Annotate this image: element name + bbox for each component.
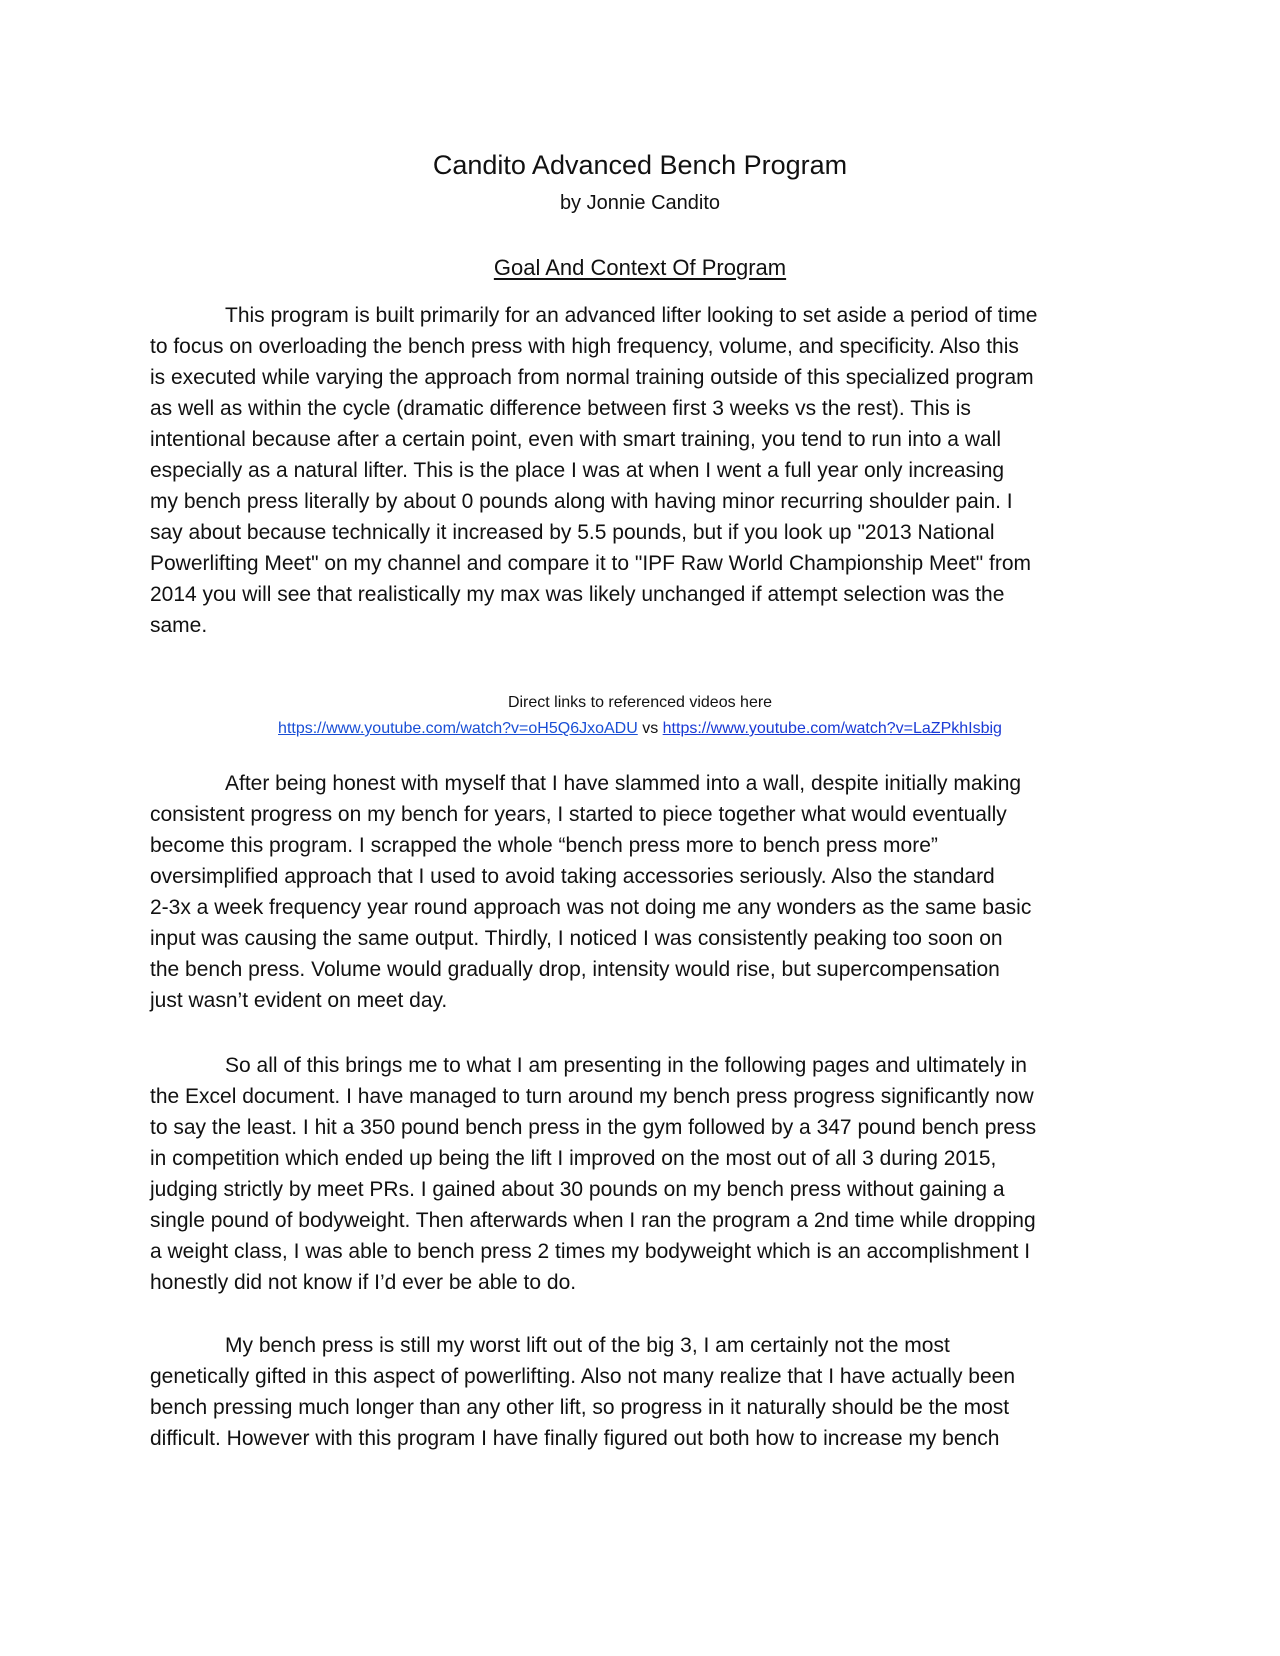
paragraph-line: say about because technically it increased by 5.5 pounds, but if you look up "2013 National [150,521,995,544]
paragraph-line: This program is built primarily for an advanced lifter looking to set aside a period of time [225,304,1038,327]
paragraph-line: is executed while varying the approach from normal training outside of this specialized program [150,366,1034,389]
paragraph-line: 2-3x a week frequency year round approach was not doing me any wonders as the same basic [150,896,1032,919]
paragraph-line: as well as within the cycle (dramatic difference between first 3 weeks vs the rest). This is [150,397,971,420]
paragraph-line: in competition which ended up being the lift I improved on the most out of all 3 during 2015, [150,1147,997,1170]
paragraph-line: the Excel document. I have managed to turn around my bench press progress significantly now [150,1085,1034,1108]
paragraph-line: honestly did not know if I’d ever be able to do. [150,1271,577,1294]
document-author: by Jonnie Candito [559,192,721,214]
paragraph-line: my bench press literally by about 0 pounds along with having minor recurring shoulder pain. I [150,490,1013,513]
links-caption: Direct links to referenced videos here [507,694,773,711]
paragraph-line: to say the least. I hit a 350 pound bench press in the gym followed by a 347 pound bench press [150,1116,1037,1139]
paragraph-line: same. [150,614,208,637]
links-separator: vs [637,720,663,737]
paragraph-line: to focus on overloading the bench press with high frequency, volume, and specificity. Also this [150,335,1019,358]
paragraph-line: judging strictly by meet PRs. I gained about 30 pounds on my bench press without gaining a [150,1178,1005,1201]
paragraph-line: just wasn’t evident on meet day. [150,989,448,1012]
video-link-2013-national[interactable]: https://www.youtube.com/watch?v=oH5Q6JxoADU [278,720,638,737]
paragraph-2 [150,768,1150,1016]
paragraph-line: consistent progress on my bench for years, I started to piece together what would eventually [150,803,1007,826]
paragraph-line: single pound of bodyweight. Then afterwards when I ran the program a 2nd time while dropping [150,1209,1036,1232]
paragraph-line: input was causing the same output. Thirdly, I noticed I was consistently peaking too soon on [150,927,1003,950]
document-title: Candito Advanced Bench Program [432,150,848,180]
paragraph-line: So all of this brings me to what I am presenting in the following pages and ultimately in [225,1054,1027,1077]
paragraph-1 [150,300,1150,641]
paragraph-line: 2014 you will see that realistically my max was likely unchanged if attempt selection was the [150,583,1005,606]
paragraph-line: Powerlifting Meet" on my channel and compare it to "IPF Raw World Championship Meet" from [150,552,1032,575]
paragraph-line: the bench press. Volume would gradually drop, intensity would rise, but supercompensation [150,958,1000,981]
paragraph-line: become this program. I scrapped the whole “bench press more to bench press more” [150,834,938,857]
paragraph-line: bench pressing much longer than any other lift, so progress in it naturally should be the most [150,1396,1010,1419]
paragraph-line: genetically gifted in this aspect of powerlifting. Also not many realize that I have actually been [150,1365,1015,1388]
paragraph-line: a weight class, I was able to bench press 2 times my bodyweight which is an accomplishment I [150,1240,1031,1263]
paragraph-line: oversimplified approach that I used to avoid taking accessories seriously. Also the standard [150,865,995,888]
paragraph-line: difficult. However with this program I have finally figured out both how to increase my bench [150,1427,1000,1450]
paragraph-line: After being honest with myself that I have slammed into a wall, despite initially making [225,772,1022,795]
paragraph-line: My bench press is still my worst lift out of the big 3, I am certainly not the most [225,1334,950,1357]
video-links-row [0,718,1280,740]
video-link-ipf-worlds[interactable]: https://www.youtube.com/watch?v=LaZPkhIsbig [662,720,1002,737]
paragraph-line: especially as a natural lifter. This is the place I was at when I went a full year only increasing [150,459,1005,482]
paragraph-3 [150,1050,1150,1298]
paragraph-4 [150,1330,1150,1454]
paragraph-line: intentional because after a certain point, even with smart training, you tend to run into a wall [150,428,1001,451]
section-heading: Goal And Context Of Program [493,255,787,280]
